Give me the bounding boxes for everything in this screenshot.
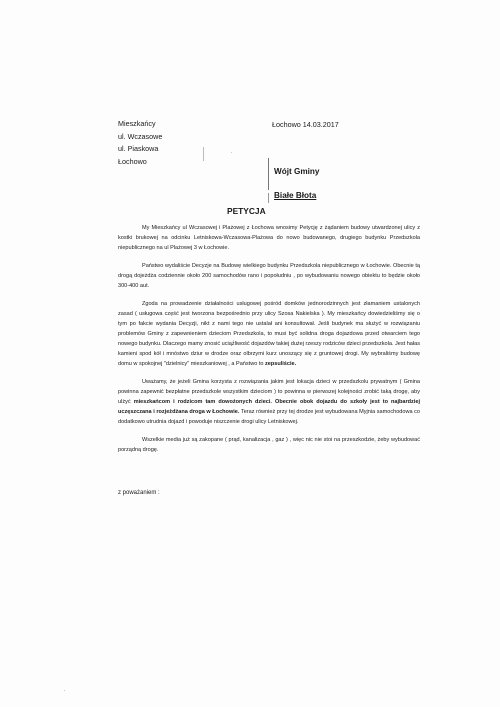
margin-line [268,193,269,203]
addressee-line: Wójt Gminy [274,167,320,176]
paragraph-text: Zgoda na prowadzenie działalności usługowej pośród domków jednorodzinnych jest złamaniem ustalonych zasad ( usługowa część jest tworzona bezpośrednio przy ulicy Szosa Nakielska ). My mieszkańcy dowiedzieliśmy się o tym po fakcie wydania Decyzji, nikt z nami tego nie ustalał ani konsultował. Jeśli budynek ma służyć w rozwiązaniu problemów Gminy z zapewnieniem dzieciom Przedszkola, to musi być solidna droga dojazdowa przed otwarciem tego nowego budynku. Dlaczego mamy znosić uciążliwość dojazdów takiej dużej rzeszy rodziców dzieci przedszkola. Jest hałas kamieni spod kół i mnóstwo dziur w drodze oraz olbrzymi kurz unoszący się z gruntowej drogi. My wybraliśmy budowę domu w spokojnej "dzielnicy" mieszkaniowej , a Państwo to [118,300,420,368]
sender-line: ul. Piaskowa [118,144,159,153]
paragraph-text: My Mieszkańcy ul Wczasowej i Plażowej z Łochowa wnosimy Petycję z żądaniem budowy utwardzonej ulicy z kostki brukowej na odcinku Letniskowa-Wczasowa-Plażowa do nowo budowanego, drugiego budynku Przedszkola niepublicznego na ul Plażowej 3 w Łochowie. [118,225,420,252]
letter-body [118,223,420,455]
scan-mark [203,147,204,161]
sender-line: Mieszkańcy [118,119,156,128]
paragraph-text: Uważamy, że jeżeli Gmina korzysta z rozwiązania jakim jest lokacja dzieci w przedszkolu prywatnym ( Gmina powinna zapewnić bezpłatne przedszkole wszystkim dzieciom ) to powinna w pierwszej kolejności zrobić taką drogę, aby ulżyć [118,378,420,405]
scan-speck [233,340,234,341]
paragraph [118,299,420,370]
paragraph [118,435,420,455]
paragraph [118,377,420,427]
paragraph-bold-text: mieszkańcom i rodzicom tam dowożonych dzieci. Obecnie obok dojazdu do szkoły jest to najbardziej uczęszczana i rozjeżdżana droga w Łochowie. [118,398,420,415]
paragraph-bold-text: zepsuliście. [265,361,297,368]
scan-speck [231,152,232,153]
paragraph [118,223,420,253]
document-title: PETYCJA [227,206,266,216]
addressee-line: Białe Błota [274,191,317,200]
margin-line [268,158,269,190]
paragraph-text: Teraz również przy tej drodze jest wybudowana Myjnia samochodowa co dodatkowo utrudnia dojazd i powoduje niszczenie drogi ulicy Letniskowej. [118,409,420,426]
closing-salutation: z poważaniem : [118,490,160,496]
scan-speck [64,690,65,691]
paragraph-text: Wszelkie media już są zakopane ( prąd, kanalizacja , gaz ) , więc nic nie stoi na przeszkodzie, żeby wybudować porządną drogę. [118,436,420,453]
paragraph [118,261,420,291]
sender-line: ul. Wczasowe [118,131,163,141]
paragraph-text: Państwo wydaliście Decyzje na Budowę wielkiego budynku Przedszkola niepublicznego w Łochowie. Obecnie tą drogą dojeżdża codziennie około 200 samochodów rano i popołudniu , po wybudowaniu nowego obiektu to będzie około 300-400 aut. [118,262,420,289]
sender-line: Łochowo [118,156,147,166]
place-date: Łochowo 14.03.2017 [272,120,339,129]
sender-block [118,118,162,168]
